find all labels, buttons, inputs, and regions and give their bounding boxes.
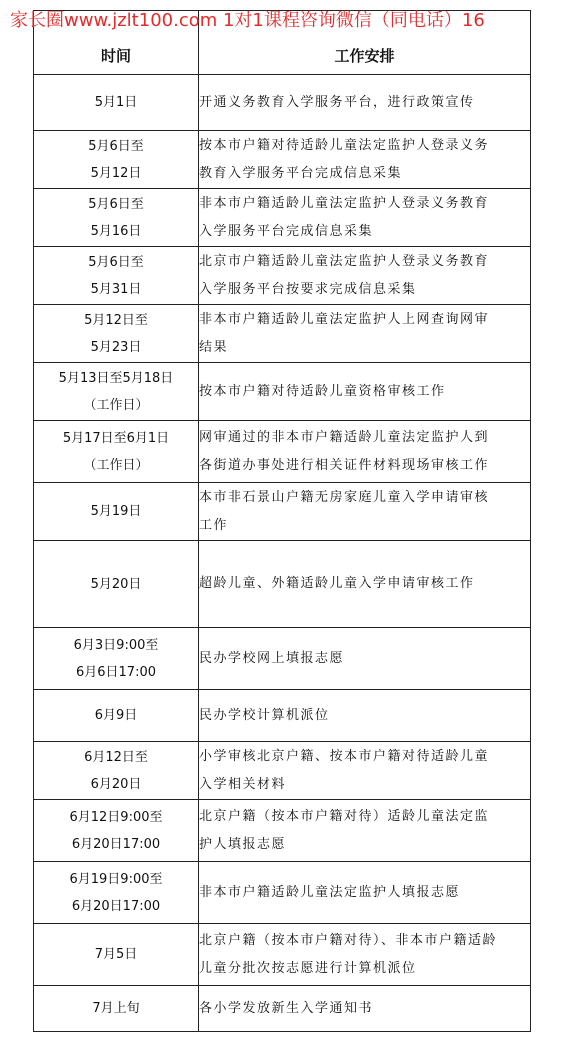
time-cell xyxy=(34,305,199,363)
time-line: 7月5日 xyxy=(94,947,138,962)
time-line: 6月3日9:00至 xyxy=(73,637,159,653)
time-line: 6月20日17:00 xyxy=(71,836,161,852)
time-line: 5月20日 xyxy=(90,576,142,592)
time-line: 5月17日至6月1日 xyxy=(62,430,170,446)
enrollment-schedule-table xyxy=(33,10,531,1032)
time-line: 6月12日9:00至 xyxy=(69,809,163,825)
time-cell xyxy=(34,862,199,924)
time-cell xyxy=(34,363,199,421)
watermark-text: 家长圈www.jzlt100.com 1对1课程咨询微信（同电话）16 xyxy=(10,10,485,31)
time-line: 5月12日至 xyxy=(84,312,148,328)
task-line: 教育入学服务平台完成信息采集 xyxy=(199,165,403,181)
time-line: 5月31日 xyxy=(90,281,142,297)
task-line: 本市非石景山户籍无房家庭儿童入学申请审核 xyxy=(199,489,490,505)
time-line: 6月9日 xyxy=(94,708,138,723)
time-line: 6月20日17:00 xyxy=(71,898,161,914)
time-cell xyxy=(34,131,199,189)
time-cell xyxy=(34,924,199,986)
time-line: 6月6日17:00 xyxy=(75,664,156,680)
table-row xyxy=(34,305,531,363)
time-cell xyxy=(34,690,199,742)
table-row xyxy=(34,800,531,862)
task-cell xyxy=(199,690,531,742)
table-row xyxy=(34,75,531,131)
task-line: 北京户籍（按本市户籍对待）、非本市户籍适龄 xyxy=(199,932,498,948)
task-cell xyxy=(199,483,531,541)
task-line: 入学服务平台完成信息采集 xyxy=(199,223,374,239)
task-cell xyxy=(199,247,531,305)
task-line: 非本市户籍适龄儿童法定监护人填报志愿 xyxy=(199,884,461,900)
task-line: 按本市户籍对待适龄儿童法定监护人登录义务 xyxy=(199,137,490,153)
task-line: 儿童分批次按志愿进行计算机派位 xyxy=(199,960,417,976)
task-cell xyxy=(199,363,531,421)
time-line: 6月19日9:00至 xyxy=(69,871,163,887)
task-cell xyxy=(199,986,531,1032)
time-line: 6月20日 xyxy=(90,776,142,792)
time-line: 5月23日 xyxy=(90,339,142,355)
task-line: 民办学校网上填报志愿 xyxy=(199,650,345,666)
task-line: 北京户籍（按本市户籍对待）适龄儿童法定监 xyxy=(199,808,490,824)
time-line: 5月6日至 xyxy=(88,138,144,154)
table-row xyxy=(34,690,531,742)
task-line: 网审通过的非本市户籍适龄儿童法定监护人到 xyxy=(199,429,490,445)
time-line: 5月6日至 xyxy=(88,196,144,212)
table-row xyxy=(34,483,531,541)
time-cell xyxy=(34,986,199,1032)
header-task: 工作安排 xyxy=(199,11,531,75)
time-line: 5月6日至 xyxy=(88,254,144,270)
task-cell xyxy=(199,189,531,247)
table-row xyxy=(34,541,531,628)
task-cell xyxy=(199,305,531,363)
time-cell xyxy=(34,483,199,541)
time-cell xyxy=(34,247,199,305)
task-line: 非本市户籍适龄儿童法定监护人上网查询网审 xyxy=(199,311,490,327)
time-line: 6月12日至 xyxy=(84,749,148,765)
table-row xyxy=(34,862,531,924)
task-line: 开通义务教育入学服务平台，进行政策宣传 xyxy=(199,94,475,110)
table-row xyxy=(34,628,531,690)
time-line: 5月16日 xyxy=(90,223,142,239)
table-body xyxy=(34,75,531,1032)
table-row xyxy=(34,924,531,986)
time-cell xyxy=(34,75,199,131)
task-line: 民办学校计算机派位 xyxy=(199,707,330,723)
task-line: 各街道办事处进行相关证件材料现场审核工作 xyxy=(199,457,490,473)
task-cell xyxy=(199,421,531,483)
task-line: 护人填报志愿 xyxy=(199,836,287,852)
table-row xyxy=(34,742,531,800)
task-line: 入学服务平台按要求完成信息采集 xyxy=(199,281,417,297)
time-cell xyxy=(34,189,199,247)
task-cell xyxy=(199,924,531,986)
time-line: 7月上旬 xyxy=(92,1001,140,1016)
task-line: 入学相关材料 xyxy=(199,776,287,792)
header-time: 时间 xyxy=(34,11,199,75)
time-cell xyxy=(34,541,199,628)
time-cell xyxy=(34,421,199,483)
task-cell xyxy=(199,742,531,800)
time-cell xyxy=(34,742,199,800)
time-cell xyxy=(34,628,199,690)
time-line: （工作日） xyxy=(83,457,149,473)
task-cell xyxy=(199,862,531,924)
task-cell xyxy=(199,800,531,862)
task-cell xyxy=(199,131,531,189)
time-line: 5月12日 xyxy=(90,165,142,181)
task-cell xyxy=(199,541,531,628)
time-line: 5月1日 xyxy=(94,95,138,110)
table-row xyxy=(34,421,531,483)
task-line: 按本市户籍对待适龄儿童资格审核工作 xyxy=(199,383,446,399)
task-line: 工作 xyxy=(199,517,229,533)
table-row xyxy=(34,247,531,305)
task-line: 非本市户籍适龄儿童法定监护人登录义务教育 xyxy=(199,195,490,211)
table-row xyxy=(34,189,531,247)
table-row xyxy=(34,363,531,421)
task-line: 结果 xyxy=(199,339,229,355)
table-row xyxy=(34,986,531,1032)
task-line: 超龄儿童、外籍适龄儿童入学申请审核工作 xyxy=(199,576,475,591)
task-line: 小学审核北京户籍、按本市户籍对待适龄儿童 xyxy=(199,748,490,764)
task-cell xyxy=(199,75,531,131)
task-line: 北京市户籍适龄儿童法定监护人登录义务教育 xyxy=(199,253,490,269)
table-row xyxy=(34,131,531,189)
time-cell xyxy=(34,800,199,862)
task-cell xyxy=(199,628,531,690)
time-line: 5月19日 xyxy=(90,504,142,519)
task-line: 各小学发放新生入学通知书 xyxy=(199,1000,374,1016)
time-line: 5月13日至5月18日 xyxy=(58,370,174,386)
time-line: （工作日） xyxy=(83,397,149,413)
